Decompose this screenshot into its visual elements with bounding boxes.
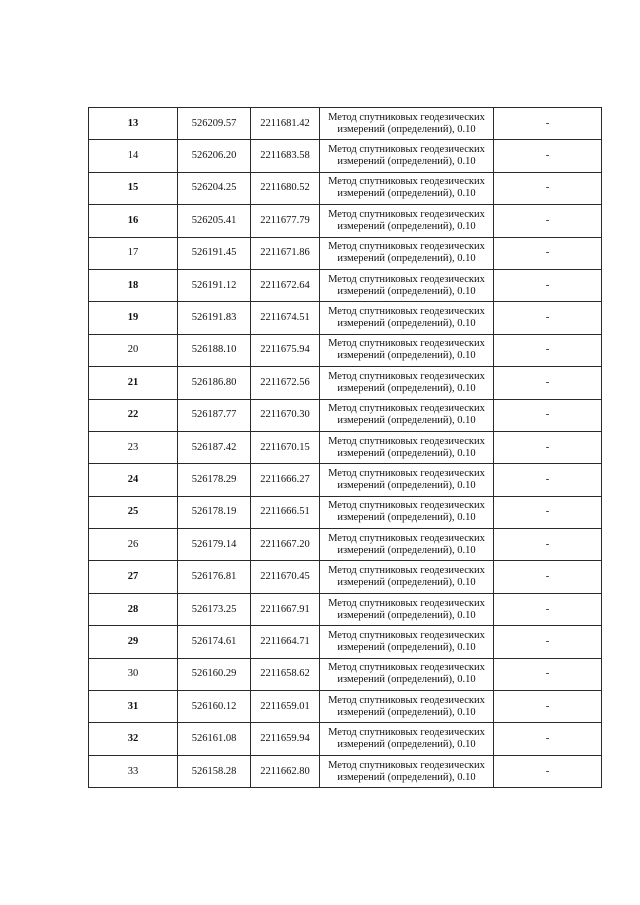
y-coordinate-cell: 2211672.64 bbox=[251, 269, 320, 301]
description-cell: - bbox=[494, 561, 602, 593]
description-cell: - bbox=[494, 431, 602, 463]
method-text-line-2: измерений (определений), 0.10 bbox=[337, 123, 476, 135]
point-number-cell: 18 bbox=[89, 269, 178, 301]
description-cell: - bbox=[494, 691, 602, 723]
method-text-line-2: измерений (определений), 0.10 bbox=[337, 512, 476, 524]
point-number-cell: 26 bbox=[89, 529, 178, 561]
table-row bbox=[89, 561, 602, 593]
method-cell bbox=[320, 269, 494, 301]
description-cell: - bbox=[494, 367, 602, 399]
table-row bbox=[89, 237, 602, 269]
coordinates-table-body bbox=[89, 108, 602, 788]
method-text-line-2: измерений (определений), 0.10 bbox=[337, 318, 476, 330]
method-cell bbox=[320, 626, 494, 658]
method-cell bbox=[320, 302, 494, 334]
method-text-line-2: измерений (определений), 0.10 bbox=[337, 479, 476, 491]
description-cell: - bbox=[494, 723, 602, 755]
y-coordinate-cell: 2211675.94 bbox=[251, 334, 320, 366]
table-row bbox=[89, 691, 602, 723]
method-text-line-1: Метод спутниковых геодезических bbox=[328, 111, 485, 123]
description-cell: - bbox=[494, 269, 602, 301]
point-number-cell: 30 bbox=[89, 658, 178, 690]
point-number-cell: 24 bbox=[89, 464, 178, 496]
method-text-line-1: Метод спутниковых геодезических bbox=[328, 629, 485, 641]
description-cell: - bbox=[494, 496, 602, 528]
table-row bbox=[89, 496, 602, 528]
y-coordinate-cell: 2211666.51 bbox=[251, 496, 320, 528]
x-coordinate-cell: 526160.12 bbox=[178, 691, 251, 723]
point-number-cell: 33 bbox=[89, 755, 178, 787]
method-text-line-2: измерений (определений), 0.10 bbox=[337, 156, 476, 168]
x-coordinate-cell: 526176.81 bbox=[178, 561, 251, 593]
method-cell bbox=[320, 108, 494, 140]
method-text-line-2: измерений (определений), 0.10 bbox=[337, 609, 476, 621]
method-text-line-2: измерений (определений), 0.10 bbox=[337, 285, 476, 297]
method-text-line-1: Метод спутниковых геодезических bbox=[328, 208, 485, 220]
x-coordinate-cell: 526178.19 bbox=[178, 496, 251, 528]
table-row bbox=[89, 464, 602, 496]
x-coordinate-cell: 526186.80 bbox=[178, 367, 251, 399]
description-cell: - bbox=[494, 626, 602, 658]
point-number-cell: 22 bbox=[89, 399, 178, 431]
description-cell: - bbox=[494, 399, 602, 431]
method-cell bbox=[320, 399, 494, 431]
method-cell bbox=[320, 561, 494, 593]
method-text-line-2: измерений (определений), 0.10 bbox=[337, 674, 476, 686]
method-cell bbox=[320, 755, 494, 787]
method-text-line-1: Метод спутниковых геодезических bbox=[328, 500, 485, 512]
point-number-cell: 23 bbox=[89, 431, 178, 463]
method-text-line-1: Метод спутниковых геодезических bbox=[328, 338, 485, 350]
x-coordinate-cell: 526191.45 bbox=[178, 237, 251, 269]
method-text-line-1: Метод спутниковых геодезических bbox=[328, 694, 485, 706]
point-number-cell: 20 bbox=[89, 334, 178, 366]
point-number-cell: 13 bbox=[89, 108, 178, 140]
description-cell: - bbox=[494, 172, 602, 204]
table-row bbox=[89, 108, 602, 140]
method-cell bbox=[320, 334, 494, 366]
y-coordinate-cell: 2211670.45 bbox=[251, 561, 320, 593]
method-text-line-2: измерений (определений), 0.10 bbox=[337, 641, 476, 653]
y-coordinate-cell: 2211659.94 bbox=[251, 723, 320, 755]
y-coordinate-cell: 2211671.86 bbox=[251, 237, 320, 269]
x-coordinate-cell: 526205.41 bbox=[178, 205, 251, 237]
method-cell bbox=[320, 237, 494, 269]
method-text-line-1: Метод спутниковых геодезических bbox=[328, 176, 485, 188]
table-row bbox=[89, 140, 602, 172]
method-cell bbox=[320, 658, 494, 690]
point-number-cell: 17 bbox=[89, 237, 178, 269]
table-row bbox=[89, 302, 602, 334]
x-coordinate-cell: 526173.25 bbox=[178, 593, 251, 625]
description-cell: - bbox=[494, 237, 602, 269]
method-text-line-1: Метод спутниковых геодезических bbox=[328, 597, 485, 609]
description-cell: - bbox=[494, 140, 602, 172]
table-row bbox=[89, 658, 602, 690]
y-coordinate-cell: 2211670.15 bbox=[251, 431, 320, 463]
point-number-cell: 29 bbox=[89, 626, 178, 658]
point-number-cell: 21 bbox=[89, 367, 178, 399]
y-coordinate-cell: 2211681.42 bbox=[251, 108, 320, 140]
method-text-line-1: Метод спутниковых геодезических bbox=[328, 144, 485, 156]
point-number-cell: 19 bbox=[89, 302, 178, 334]
method-cell bbox=[320, 140, 494, 172]
y-coordinate-cell: 2211670.30 bbox=[251, 399, 320, 431]
method-text-line-2: измерений (определений), 0.10 bbox=[337, 220, 476, 232]
method-text-line-1: Метод спутниковых геодезических bbox=[328, 727, 485, 739]
point-number-cell: 15 bbox=[89, 172, 178, 204]
method-cell bbox=[320, 205, 494, 237]
description-cell: - bbox=[494, 529, 602, 561]
method-text-line-2: измерений (определений), 0.10 bbox=[337, 350, 476, 362]
method-cell bbox=[320, 723, 494, 755]
method-text-line-2: измерений (определений), 0.10 bbox=[337, 706, 476, 718]
description-cell: - bbox=[494, 755, 602, 787]
method-text-line-2: измерений (определений), 0.10 bbox=[337, 771, 476, 783]
point-number-cell: 14 bbox=[89, 140, 178, 172]
x-coordinate-cell: 526158.28 bbox=[178, 755, 251, 787]
y-coordinate-cell: 2211667.20 bbox=[251, 529, 320, 561]
table-row bbox=[89, 626, 602, 658]
table-row bbox=[89, 723, 602, 755]
y-coordinate-cell: 2211674.51 bbox=[251, 302, 320, 334]
x-coordinate-cell: 526206.20 bbox=[178, 140, 251, 172]
method-cell bbox=[320, 691, 494, 723]
table-row bbox=[89, 399, 602, 431]
method-text-line-2: измерений (определений), 0.10 bbox=[337, 739, 476, 751]
method-cell bbox=[320, 431, 494, 463]
y-coordinate-cell: 2211658.62 bbox=[251, 658, 320, 690]
description-cell: - bbox=[494, 593, 602, 625]
table-row bbox=[89, 529, 602, 561]
x-coordinate-cell: 526191.12 bbox=[178, 269, 251, 301]
method-text-line-1: Метод спутниковых геодезических bbox=[328, 467, 485, 479]
point-number-cell: 31 bbox=[89, 691, 178, 723]
x-coordinate-cell: 526174.61 bbox=[178, 626, 251, 658]
method-cell bbox=[320, 464, 494, 496]
method-text-line-2: измерений (определений), 0.10 bbox=[337, 577, 476, 589]
method-text-line-1: Метод спутниковых геодезических bbox=[328, 273, 485, 285]
method-text-line-1: Метод спутниковых геодезических bbox=[328, 532, 485, 544]
x-coordinate-cell: 526160.29 bbox=[178, 658, 251, 690]
x-coordinate-cell: 526187.42 bbox=[178, 431, 251, 463]
y-coordinate-cell: 2211680.52 bbox=[251, 172, 320, 204]
method-cell bbox=[320, 593, 494, 625]
table-row bbox=[89, 755, 602, 787]
table-row bbox=[89, 593, 602, 625]
description-cell: - bbox=[494, 464, 602, 496]
table-row bbox=[89, 334, 602, 366]
method-text-line-2: измерений (определений), 0.10 bbox=[337, 188, 476, 200]
x-coordinate-cell: 526191.83 bbox=[178, 302, 251, 334]
method-text-line-2: измерений (определений), 0.10 bbox=[337, 253, 476, 265]
y-coordinate-cell: 2211683.58 bbox=[251, 140, 320, 172]
method-text-line-2: измерений (определений), 0.10 bbox=[337, 382, 476, 394]
method-cell bbox=[320, 496, 494, 528]
method-text-line-2: измерений (определений), 0.10 bbox=[337, 544, 476, 556]
method-text-line-1: Метод спутниковых геодезических bbox=[328, 241, 485, 253]
method-text-line-2: измерений (определений), 0.10 bbox=[337, 447, 476, 459]
table-row bbox=[89, 172, 602, 204]
y-coordinate-cell: 2211659.01 bbox=[251, 691, 320, 723]
y-coordinate-cell: 2211662.80 bbox=[251, 755, 320, 787]
description-cell: - bbox=[494, 302, 602, 334]
point-number-cell: 27 bbox=[89, 561, 178, 593]
description-cell: - bbox=[494, 334, 602, 366]
method-text-line-1: Метод спутниковых геодезических bbox=[328, 306, 485, 318]
method-cell bbox=[320, 529, 494, 561]
y-coordinate-cell: 2211666.27 bbox=[251, 464, 320, 496]
x-coordinate-cell: 526188.10 bbox=[178, 334, 251, 366]
description-cell: - bbox=[494, 108, 602, 140]
point-number-cell: 25 bbox=[89, 496, 178, 528]
description-cell: - bbox=[494, 658, 602, 690]
method-cell bbox=[320, 367, 494, 399]
y-coordinate-cell: 2211667.91 bbox=[251, 593, 320, 625]
coordinates-table bbox=[88, 107, 602, 788]
point-number-cell: 16 bbox=[89, 205, 178, 237]
method-text-line-2: измерений (определений), 0.10 bbox=[337, 415, 476, 427]
table-row bbox=[89, 269, 602, 301]
method-text-line-1: Метод спутниковых геодезических bbox=[328, 759, 485, 771]
table-row bbox=[89, 367, 602, 399]
method-text-line-1: Метод спутниковых геодезических bbox=[328, 370, 485, 382]
point-number-cell: 28 bbox=[89, 593, 178, 625]
method-text-line-1: Метод спутниковых геодезических bbox=[328, 403, 485, 415]
method-text-line-1: Метод спутниковых геодезических bbox=[328, 435, 485, 447]
method-text-line-1: Метод спутниковых геодезических bbox=[328, 565, 485, 577]
description-cell: - bbox=[494, 205, 602, 237]
method-text-line-1: Метод спутниковых геодезических bbox=[328, 662, 485, 674]
x-coordinate-cell: 526209.57 bbox=[178, 108, 251, 140]
y-coordinate-cell: 2211664.71 bbox=[251, 626, 320, 658]
point-number-cell: 32 bbox=[89, 723, 178, 755]
y-coordinate-cell: 2211677.79 bbox=[251, 205, 320, 237]
method-cell bbox=[320, 172, 494, 204]
x-coordinate-cell: 526178.29 bbox=[178, 464, 251, 496]
x-coordinate-cell: 526161.08 bbox=[178, 723, 251, 755]
x-coordinate-cell: 526187.77 bbox=[178, 399, 251, 431]
table-row bbox=[89, 205, 602, 237]
x-coordinate-cell: 526204.25 bbox=[178, 172, 251, 204]
x-coordinate-cell: 526179.14 bbox=[178, 529, 251, 561]
y-coordinate-cell: 2211672.56 bbox=[251, 367, 320, 399]
table-row bbox=[89, 431, 602, 463]
